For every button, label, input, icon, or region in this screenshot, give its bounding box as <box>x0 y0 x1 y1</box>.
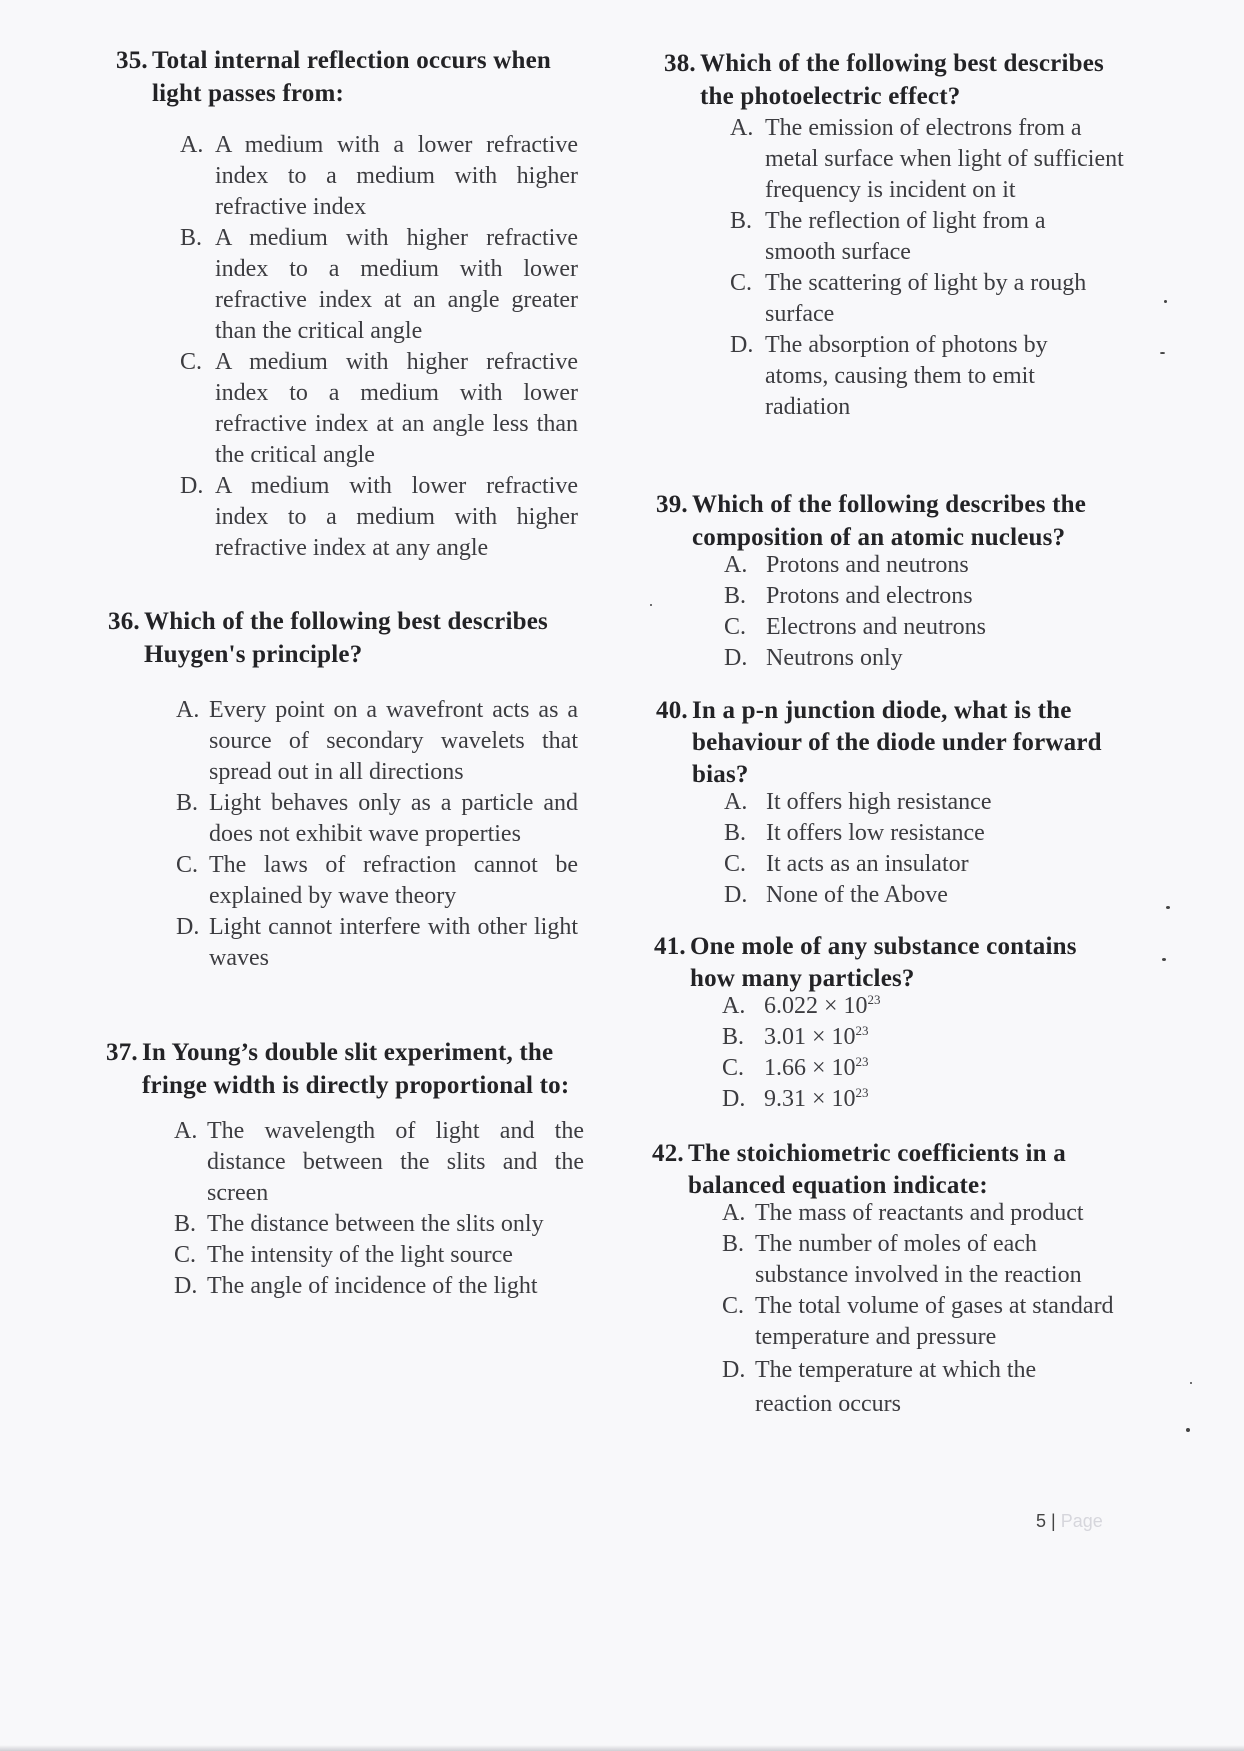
option-b <box>174 1209 584 1240</box>
scan-speck <box>1186 1428 1190 1432</box>
option-text: Light cannot interfere with other light waves <box>209 914 578 971</box>
option-d <box>730 330 1140 423</box>
option-text: The wavelength of light and the distance between the slits and the screen <box>207 1118 584 1206</box>
question-37 <box>106 1036 606 1302</box>
option-letter: A. <box>722 993 746 1019</box>
option-letter: A. <box>724 789 748 815</box>
value-exponent: 23 <box>867 992 881 1007</box>
option-letter: C. <box>180 349 203 375</box>
question-number: 37. <box>106 1039 138 1066</box>
question-number: 35. <box>116 47 148 74</box>
option-letter: B. <box>180 225 203 251</box>
option-text: It offers low resistance <box>766 820 985 846</box>
question-header <box>116 44 596 110</box>
option-letter: A. <box>174 1118 198 1144</box>
question-text: In a p-n junction diode, what is the behaviour of the diode under forward bias? <box>692 697 1102 788</box>
page-number: 5 <box>1036 1511 1047 1531</box>
option-text: It offers high resistance <box>766 789 992 815</box>
option-text: None of the Above <box>766 882 948 908</box>
option-letter: C. <box>730 270 753 296</box>
question-number: 38. <box>664 50 696 77</box>
option-a <box>180 130 578 223</box>
question-number: 40. <box>656 697 688 724</box>
option-text: The absorption of photons by atoms, causing them to emit radiation <box>765 332 1048 420</box>
option-letter: D. <box>730 332 754 358</box>
question-40 <box>656 695 1146 911</box>
option-text: A medium with higher refractive index to a medium with lower refractive index at an angle less than the critical angle <box>215 349 578 468</box>
option-text: The intensity of the light source <box>207 1242 513 1268</box>
option-c <box>724 849 1124 880</box>
question-36 <box>108 605 598 974</box>
option-c <box>730 268 1140 330</box>
option-letter: B. <box>176 790 199 816</box>
option-a <box>724 550 1124 581</box>
question-35 <box>116 44 596 564</box>
scan-speck <box>1190 1382 1192 1384</box>
question-text: In Young’s double slit experiment, the fringe width is directly proportional to: <box>142 1039 570 1099</box>
question-text: The stoichiometric coefficients in a balanced equation indicate: <box>688 1140 1066 1199</box>
option-letter: B. <box>174 1211 197 1237</box>
question-number: 41. <box>654 933 686 960</box>
option-letter: B. <box>722 1231 745 1257</box>
question-number: 42. <box>652 1140 684 1167</box>
option-text: Light behaves only as a particle and does not exhibit wave properties <box>209 790 578 847</box>
value-exponent: 23 <box>855 1054 869 1069</box>
value-mantissa: 3.01 × 10 <box>764 1024 856 1050</box>
option-a <box>722 1198 1142 1229</box>
option-b <box>724 818 1124 849</box>
option-d <box>722 1353 1142 1421</box>
option-letter: A. <box>724 552 748 578</box>
option-letter: A. <box>722 1200 746 1226</box>
value-exponent: 23 <box>855 1085 869 1100</box>
question-text: Which of the following best describes the photoelectric effect? <box>700 50 1104 110</box>
question-header <box>108 605 584 671</box>
option-letter: D. <box>180 473 204 499</box>
option-text: A medium with higher refractive index to a medium with lower refractive index at an angle greater than the critical angle <box>215 225 578 344</box>
option-d <box>724 880 1124 911</box>
option-c <box>724 612 1124 643</box>
scan-edge <box>0 1745 1244 1751</box>
option-text <box>764 1084 1122 1115</box>
option-c <box>180 347 578 471</box>
question-38 <box>664 47 1144 423</box>
option-text: Protons and electrons <box>766 583 973 609</box>
option-text: The temperature at which the reaction occurs <box>755 1357 1037 1417</box>
option-a <box>722 991 1122 1022</box>
value-mantissa: 6.022 × 10 <box>764 993 868 1019</box>
option-letter: D. <box>724 882 748 908</box>
option-b <box>176 788 578 850</box>
option-text: The distance between the slits only <box>207 1211 544 1237</box>
option-letter: A. <box>730 115 754 141</box>
question-header <box>654 931 1110 995</box>
option-list <box>174 1116 584 1302</box>
option-letter: C. <box>722 1055 745 1081</box>
question-42 <box>652 1138 1142 1421</box>
option-letter: B. <box>724 583 747 609</box>
option-letter: B. <box>722 1024 745 1050</box>
option-d <box>722 1084 1122 1115</box>
option-list <box>722 991 1122 1115</box>
question-number: 36. <box>108 608 140 635</box>
page-separator: | <box>1051 1511 1056 1531</box>
option-text: A medium with a lower refractive index to a medium with higher refractive index <box>215 132 578 220</box>
option-b <box>724 581 1124 612</box>
option-letter: C. <box>174 1242 197 1268</box>
question-header <box>656 695 1142 791</box>
option-b <box>180 223 578 347</box>
option-letter: C. <box>724 614 747 640</box>
scan-speck <box>1166 906 1170 909</box>
option-b <box>722 1229 1142 1291</box>
option-text: Electrons and neutrons <box>766 614 986 640</box>
option-d <box>174 1271 584 1302</box>
option-a <box>724 787 1124 818</box>
value-mantissa: 9.31 × 10 <box>764 1086 856 1112</box>
option-text: The number of moles of each substance involved in the reaction <box>755 1231 1082 1288</box>
scan-speck <box>1162 958 1166 961</box>
option-d <box>180 471 578 564</box>
option-letter: B. <box>730 208 753 234</box>
option-list <box>722 1198 1142 1421</box>
option-c <box>722 1053 1122 1084</box>
option-a <box>730 113 1140 206</box>
option-text: It acts as an insulator <box>766 851 969 877</box>
scan-speck <box>1160 352 1165 354</box>
option-a <box>176 695 578 788</box>
option-b <box>730 206 1140 268</box>
scan-speck <box>650 604 652 606</box>
option-d <box>724 643 1124 674</box>
option-text <box>764 991 1122 1022</box>
option-list <box>730 113 1140 423</box>
option-text: The laws of refraction cannot be explained by wave theory <box>209 852 578 909</box>
option-letter: A. <box>176 697 200 723</box>
page-footer <box>1036 1511 1103 1532</box>
option-d <box>176 912 578 974</box>
option-letter: C. <box>176 852 199 878</box>
option-text <box>764 1022 1122 1053</box>
option-b <box>722 1022 1122 1053</box>
option-list <box>176 695 578 974</box>
option-a <box>174 1116 584 1209</box>
option-text: The scattering of light by a rough surface <box>765 270 1087 327</box>
option-letter: C. <box>722 1293 745 1319</box>
question-text: Total internal reflection occurs when light passes from: <box>152 47 552 107</box>
question-header <box>664 47 1140 113</box>
option-text: The total volume of gases at standard temperature and pressure <box>755 1293 1114 1350</box>
option-letter: D. <box>724 645 748 671</box>
option-c <box>722 1291 1142 1353</box>
option-c <box>176 850 578 912</box>
question-text: Which of the following describes the composition of an atomic nucleus? <box>692 491 1086 551</box>
question-number: 39. <box>656 491 688 518</box>
question-39 <box>656 488 1136 674</box>
option-text: The emission of electrons from a metal surface when light of sufficient frequency is incident on it <box>765 115 1124 203</box>
option-list <box>724 787 1124 911</box>
option-text: The angle of incidence of the light <box>207 1273 538 1299</box>
value-mantissa: 1.66 × 10 <box>764 1055 856 1081</box>
option-letter: D. <box>176 914 200 940</box>
option-text: Neutrons only <box>766 645 903 671</box>
question-header <box>106 1036 602 1102</box>
option-text: Protons and neutrons <box>766 552 969 578</box>
option-text: The mass of reactants and product <box>755 1200 1084 1226</box>
option-list <box>724 550 1124 674</box>
option-c <box>174 1240 584 1271</box>
page-word: Page <box>1060 1511 1103 1531</box>
option-text: The reflection of light from a smooth surface <box>765 208 1046 265</box>
option-text <box>764 1053 1122 1084</box>
option-text: A medium with lower refractive index to a medium with higher refractive index at any angle <box>215 473 578 561</box>
value-exponent: 23 <box>855 1023 869 1038</box>
question-header <box>656 488 1132 554</box>
option-letter: D. <box>722 1357 746 1383</box>
option-text: Every point on a wavefront acts as a source of secondary wavelets that spread out in all directions <box>209 697 578 785</box>
question-header <box>652 1138 1108 1202</box>
question-41 <box>654 931 1134 1115</box>
option-letter: C. <box>724 851 747 877</box>
question-text: One mole of any substance contains how many particles? <box>690 933 1077 992</box>
option-list <box>180 130 578 564</box>
option-letter: B. <box>724 820 747 846</box>
option-letter: A. <box>180 132 204 158</box>
scan-speck <box>1164 300 1167 303</box>
option-letter: D. <box>722 1086 746 1112</box>
option-letter: D. <box>174 1273 198 1299</box>
question-text: Which of the following best describes Huygen's principle? <box>144 608 548 668</box>
